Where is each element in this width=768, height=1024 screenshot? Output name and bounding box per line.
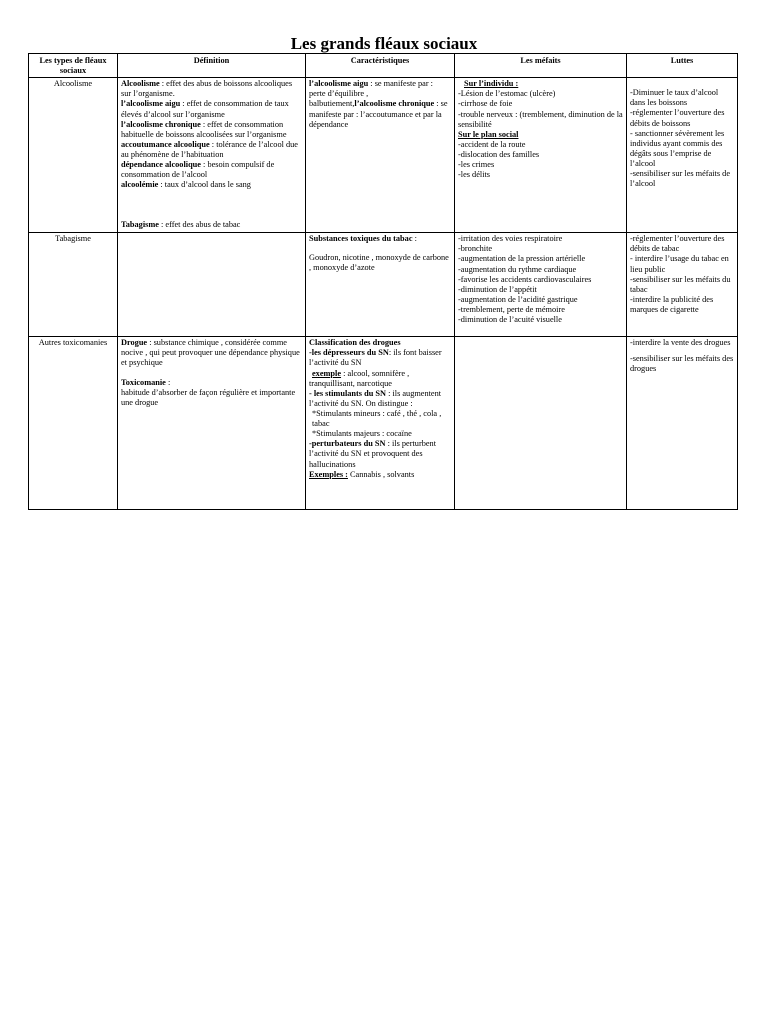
- row-alcoolisme: [29, 78, 738, 233]
- list-item: -les crimes: [458, 160, 495, 170]
- type-tabagisme: Tabagisme: [29, 233, 118, 337]
- list-item: -irritation des voies respiratoire: [458, 234, 563, 244]
- term-def: : effet de consommation de taux élevés d’alcool sur l’organisme: [121, 99, 289, 119]
- list-item: -sensibiliser sur les méfaits de l’alcool: [630, 169, 731, 189]
- list-item: -interdire la vente des drogues: [630, 338, 731, 348]
- header-mefaits: Les méfaits: [455, 54, 627, 78]
- list-item: -diminution de l’appétit: [458, 284, 537, 294]
- list-item: -Diminuer le taux d’alcool dans les boissons: [630, 88, 719, 108]
- fleaux-table: [28, 53, 738, 510]
- term: Drogue: [121, 338, 148, 348]
- term-def: : tolérance de l’alcool due au phénomène de l’habituation: [121, 139, 298, 159]
- list-item: -les délits: [458, 170, 491, 180]
- term-def: :: [165, 377, 171, 387]
- type-autres-toxicomanies: Autres toxicomanies: [29, 337, 118, 510]
- list-item: *Stimulants majeurs : cocaïne: [312, 429, 412, 439]
- term-def: : ils augmentent l’activité du SN. On distingue :: [309, 388, 442, 408]
- list-item: -diminution de l’acuité visuelle: [458, 315, 562, 325]
- header-luttes: Luttes: [627, 54, 738, 78]
- header-caracteristiques: Caractéristiques: [306, 54, 455, 78]
- term: Tabagisme: [121, 220, 159, 230]
- list-item: - interdire l’usage du tabac en lieu public: [630, 254, 729, 274]
- term: Exemples :: [309, 469, 348, 479]
- term-def: : se manifeste par : l’accoutumance et par la dépendance: [309, 99, 448, 129]
- term: l’alcoolisme chronique: [354, 99, 435, 109]
- term: -perturbateurs du SN: [309, 439, 386, 449]
- definition-autres: [118, 337, 306, 510]
- substances-list: Goudron, nicotine , monoxyde de carbone , monoxyde d’azote: [309, 253, 449, 273]
- mefaits-tabagisme: [455, 233, 627, 337]
- list-item: -dislocation des familles: [458, 149, 540, 159]
- definition-alcoolisme: [118, 78, 306, 233]
- term-def: Cannabis , solvants: [347, 469, 415, 479]
- term-def: :: [412, 234, 417, 244]
- subheading-social: Sur le plan social: [458, 129, 519, 139]
- caracteristiques-autres: [306, 337, 455, 510]
- row-tabagisme: [29, 233, 738, 337]
- luttes-autres: [627, 337, 738, 510]
- list-item: -réglementer l’ouverture des débits de boissons: [630, 108, 725, 128]
- term-def: habitude d’absorber de façon régulière et importante une drogue: [121, 387, 296, 407]
- term-def: : taux d’alcool dans le sang: [158, 180, 251, 190]
- list-item: *Stimulants mineurs : café , thé , cola , tabac: [312, 408, 442, 429]
- term-def: : besoin compulsif de consommation de l’alcool: [121, 160, 275, 180]
- luttes-tabagisme: [627, 233, 738, 337]
- mefaits-alcoolisme: [455, 78, 627, 233]
- luttes-alcoolisme: [627, 78, 738, 233]
- term-def: : alcool, somnifère , tranquillisant, narcotique: [309, 368, 410, 388]
- list-item: -favorise les accidents cardiovasculaires: [458, 274, 592, 284]
- term: exemple: [312, 368, 342, 378]
- header-definition: Définition: [118, 54, 306, 78]
- list-item: -augmentation de la pression artérielle: [458, 254, 586, 264]
- type-alcoolisme: Alcoolisme: [29, 78, 118, 233]
- term-def: : se manifeste par : perte d’équilibre , balbutiement,: [309, 79, 433, 109]
- term: accoutumance alcoolique: [121, 139, 210, 149]
- list-item: -augmentation du rythme cardiaque: [458, 264, 577, 274]
- list-item: -cirrhose de foie: [458, 99, 513, 109]
- list-item: -sensibiliser sur les méfaits des drogues: [630, 354, 734, 374]
- list-item: -augmentation de l’acidité gastrique: [458, 294, 578, 304]
- term: alcoolémie: [121, 180, 159, 190]
- list-item: - sanctionner sévèrement les individus ayant commis des dégâts sous l’emprise de l’alcool: [630, 128, 725, 168]
- term-def: : effet des abus de boissons alcooliques sur l’organisme.: [121, 79, 293, 99]
- term: l’alcoolisme aigu: [309, 79, 369, 89]
- header-row: [29, 54, 738, 78]
- header-types: Les types de fléaux sociaux: [29, 54, 118, 78]
- mefaits-autres: [455, 337, 627, 510]
- term-def: : substance chimique , considérée comme nocive , qui peut provoquer une dépendance physique et psychique: [121, 338, 300, 368]
- term: -les dépresseurs du SN: [309, 348, 389, 358]
- term: Toxicomanie: [121, 377, 166, 387]
- term: Substances toxiques du tabac: [309, 234, 413, 244]
- list-item: -Lésion de l’estomac (ulcère): [458, 89, 556, 99]
- term-def: : ils font baisser l’activité du SN: [309, 348, 442, 368]
- term: - les stimulants du SN: [309, 388, 386, 398]
- definition-tabagisme: [118, 220, 306, 337]
- list-item: -tremblement, perte de mémoire: [458, 304, 565, 314]
- list-item: -trouble nerveux : (tremblement, diminution de la sensibilité: [458, 109, 623, 129]
- list-item: -accident de la route: [458, 139, 526, 149]
- term: l’alcoolisme chronique: [121, 119, 201, 129]
- page-title: Les grands fléaux sociaux: [290, 34, 478, 53]
- term: Alcoolisme: [121, 79, 160, 89]
- term: l’alcoolisme aigu: [121, 99, 181, 109]
- term-def: : effet des abus de tabac: [158, 220, 241, 230]
- term: dépendance alcoolique: [121, 160, 201, 170]
- list-item: -interdire la publicité des marques de cigarette: [630, 294, 714, 314]
- list-item: -réglementer l’ouverture des débits de tabac: [630, 234, 725, 254]
- row-autres-toxicomanies: [29, 337, 738, 510]
- subheading-classification: Classification des drogues: [309, 338, 401, 348]
- caracteristiques-tabagisme: [306, 233, 455, 337]
- term-def: : ils perturbent l’activité du SN et provoquent des hallucinations: [309, 439, 436, 469]
- term-def: : effet de consommation habituelle de boissons alcoolisées sur l’organisme: [121, 119, 287, 139]
- caracteristiques-alcoolisme: [306, 78, 455, 233]
- subheading-individu: Sur l’individu :: [464, 79, 519, 89]
- list-item: -bronchite: [458, 244, 493, 254]
- list-item: -sensibiliser sur les méfaits du tabac: [630, 274, 731, 294]
